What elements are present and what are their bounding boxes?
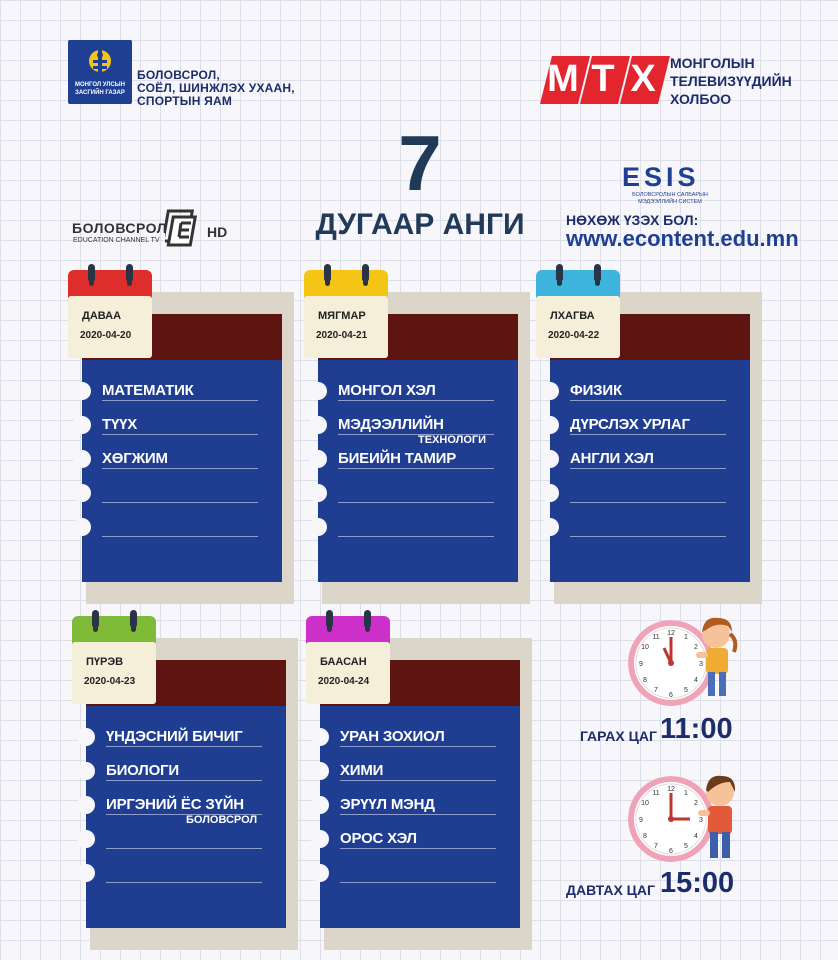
subject-item: МОНГОЛ ХЭЛ bbox=[338, 382, 436, 399]
ruled-line bbox=[338, 502, 494, 503]
binder-hole bbox=[311, 796, 329, 814]
subject-item: ДҮРСЛЭХ УРЛАГ bbox=[570, 416, 690, 433]
binder-ring-icon bbox=[326, 610, 333, 628]
ministry-name-line: СОЁЛ, ШИНЖЛЭХ УХААН, bbox=[137, 81, 295, 95]
ruled-line bbox=[570, 536, 726, 537]
binder-ring-icon bbox=[324, 264, 331, 282]
binder-hole bbox=[311, 864, 329, 882]
day-date: 2020-04-22 bbox=[548, 330, 600, 341]
svg-text:8: 8 bbox=[643, 833, 647, 840]
calendar-note bbox=[68, 296, 152, 358]
svg-text:7: 7 bbox=[654, 843, 658, 850]
subject-item: ИРГЭНИЙ ЁС ЗҮЙН bbox=[106, 796, 244, 813]
ruled-line bbox=[106, 882, 262, 883]
more-info-label: НӨХӨЖ ҮЗЭХ БОЛ: bbox=[566, 212, 699, 228]
subject-subline: ТЕХНОЛОГИ bbox=[418, 434, 487, 446]
ministry-name-line: БОЛОВСРОЛ, bbox=[137, 68, 220, 82]
subject-item: ХӨГЖИМ bbox=[102, 450, 168, 467]
mtx-name-line: ТЕЛЕВИЗҮҮДИЙН bbox=[670, 73, 792, 89]
day-date: 2020-04-23 bbox=[84, 676, 136, 687]
ruled-line bbox=[106, 848, 262, 849]
binder-ring-icon bbox=[88, 264, 95, 282]
esis-subtitle: БОЛОВСРОЛЫН САЛБАРЫН МЭДЭЭЛЛИЙН СИСТЕМ bbox=[632, 192, 708, 205]
svg-text:11: 11 bbox=[652, 790, 660, 797]
calendar-tab bbox=[72, 616, 156, 644]
ruled-line bbox=[102, 400, 258, 401]
calendar-note bbox=[536, 296, 620, 358]
ruled-line bbox=[340, 848, 496, 849]
subject-item: МАТЕМАТИК bbox=[102, 382, 194, 399]
binder-ring-icon bbox=[556, 264, 563, 282]
binder-hole bbox=[73, 450, 91, 468]
subject-subline: БОЛОВСРОЛ bbox=[186, 814, 258, 826]
svg-text:6: 6 bbox=[669, 692, 673, 699]
svg-text:10: 10 bbox=[641, 800, 649, 807]
grade-number: 7 bbox=[398, 119, 442, 207]
mtx-logo-letter: Х bbox=[630, 58, 656, 100]
ruled-line bbox=[340, 814, 496, 815]
girl-illustration-icon bbox=[694, 612, 744, 704]
ruled-line bbox=[106, 780, 262, 781]
subject-item: МЭДЭЭЛЛИЙН bbox=[338, 416, 444, 433]
svg-text:11: 11 bbox=[652, 634, 660, 641]
binder-hole bbox=[73, 416, 91, 434]
binder-hole bbox=[77, 762, 95, 780]
repeat-time-label: ДАВТАХ ЦАГ bbox=[566, 882, 655, 898]
ruled-line bbox=[340, 882, 496, 883]
binder-hole bbox=[309, 484, 327, 502]
day-date: 2020-04-21 bbox=[316, 330, 368, 341]
subject-item: ХИМИ bbox=[340, 762, 384, 779]
channel-subtitle: EDUCATION CHANNEL TV bbox=[73, 237, 160, 244]
mtx-logo-letter: М bbox=[547, 58, 579, 100]
ruled-line bbox=[570, 502, 726, 503]
ruled-line bbox=[340, 746, 496, 747]
subject-item: УРАН ЗОХИОЛ bbox=[340, 728, 445, 745]
svg-text:9: 9 bbox=[639, 817, 643, 824]
svg-text:2: 2 bbox=[694, 800, 698, 807]
binder-hole bbox=[311, 728, 329, 746]
binder-hole bbox=[309, 382, 327, 400]
econtent-link[interactable]: www.econtent.edu.mn bbox=[566, 226, 799, 251]
day-card bbox=[304, 268, 536, 588]
calendar-note bbox=[306, 642, 390, 704]
calendar-tab bbox=[68, 270, 152, 298]
mtx-name-line: ХОЛБОО bbox=[670, 91, 732, 107]
svg-text:4: 4 bbox=[694, 833, 698, 840]
svg-text:6: 6 bbox=[669, 848, 673, 855]
ruled-line bbox=[570, 468, 726, 469]
binder-hole bbox=[77, 728, 95, 746]
soyombo-emblem-icon bbox=[88, 46, 112, 76]
ruled-line bbox=[570, 434, 726, 435]
svg-text:3: 3 bbox=[699, 817, 703, 824]
svg-text:12: 12 bbox=[667, 786, 675, 793]
day-card bbox=[68, 268, 300, 588]
day-name: МЯГМАР bbox=[318, 310, 366, 322]
binder-hole bbox=[541, 450, 559, 468]
binder-ring-icon bbox=[130, 610, 137, 628]
subject-item: АНГЛИ ХЭЛ bbox=[570, 450, 654, 467]
binder-hole bbox=[73, 484, 91, 502]
day-name: ДАВАА bbox=[82, 310, 122, 322]
svg-text:9: 9 bbox=[639, 661, 643, 668]
live-time-value: 11:00 bbox=[660, 713, 733, 745]
subject-item: ТҮҮХ bbox=[102, 416, 138, 433]
subject-item: ҮНДЭСНИЙ БИЧИГ bbox=[106, 728, 243, 745]
calendar-tab bbox=[306, 616, 390, 644]
binder-hole bbox=[77, 864, 95, 882]
svg-text:5: 5 bbox=[684, 843, 688, 850]
svg-text:3: 3 bbox=[699, 661, 703, 668]
day-card bbox=[306, 614, 538, 934]
subject-item: ЭРҮҮЛ МЭНД bbox=[340, 796, 435, 813]
ruled-line bbox=[570, 400, 726, 401]
ruled-line bbox=[340, 780, 496, 781]
emblem-caption-line: ЗАСГИЙН ГАЗАР bbox=[75, 90, 125, 96]
ruled-line bbox=[102, 536, 258, 537]
binder-hole bbox=[309, 416, 327, 434]
binder-hole bbox=[73, 382, 91, 400]
day-name: БААСАН bbox=[320, 656, 367, 668]
esis-logo: ESIS bbox=[622, 162, 700, 192]
binder-hole bbox=[309, 450, 327, 468]
ruled-line bbox=[106, 746, 262, 747]
ruled-line bbox=[102, 434, 258, 435]
calendar-tab bbox=[304, 270, 388, 298]
svg-text:5: 5 bbox=[684, 687, 688, 694]
binder-ring-icon bbox=[126, 264, 133, 282]
binder-ring-icon bbox=[92, 610, 99, 628]
channel-name: БОЛОВСРОЛ bbox=[72, 220, 168, 236]
binder-hole bbox=[73, 518, 91, 536]
calendar-note bbox=[304, 296, 388, 358]
svg-text:4: 4 bbox=[694, 677, 698, 684]
svg-text:7: 7 bbox=[654, 687, 658, 694]
binder-hole bbox=[541, 382, 559, 400]
subject-item: ОРОС ХЭЛ bbox=[340, 830, 417, 847]
binder-hole bbox=[541, 484, 559, 502]
ruled-line bbox=[338, 400, 494, 401]
ministry-logo bbox=[68, 40, 132, 104]
svg-text:1: 1 bbox=[684, 634, 688, 641]
binder-hole bbox=[541, 518, 559, 536]
channel-hd: HD bbox=[207, 224, 228, 240]
day-date: 2020-04-24 bbox=[318, 676, 370, 687]
binder-hole bbox=[309, 518, 327, 536]
calendar-note bbox=[72, 642, 156, 704]
day-card bbox=[72, 614, 304, 934]
day-date: 2020-04-20 bbox=[80, 330, 132, 341]
ruled-line bbox=[102, 468, 258, 469]
repeat-time-value: 15:00 bbox=[660, 867, 735, 899]
binder-hole bbox=[77, 796, 95, 814]
svg-text:8: 8 bbox=[643, 677, 647, 684]
ministry-name-line: СПОРТЫН ЯАМ bbox=[137, 94, 233, 108]
binder-ring-icon bbox=[364, 610, 371, 628]
subject-item: БИЕИЙН ТАМИР bbox=[338, 450, 457, 467]
day-name: ПҮРЭВ bbox=[86, 656, 124, 668]
boy-illustration-icon bbox=[698, 770, 744, 866]
svg-text:1: 1 bbox=[684, 790, 688, 797]
live-time-label: ГАРАХ ЦАГ bbox=[580, 728, 657, 744]
binder-hole bbox=[311, 830, 329, 848]
mtx-name-line: МОНГОЛЫН bbox=[670, 55, 755, 71]
svg-text:2: 2 bbox=[694, 644, 698, 651]
binder-hole bbox=[541, 416, 559, 434]
svg-text:12: 12 bbox=[667, 630, 675, 637]
day-card bbox=[536, 268, 768, 588]
calendar-tab bbox=[536, 270, 620, 298]
day-name: ЛХАГВА bbox=[550, 310, 595, 322]
binder-ring-icon bbox=[594, 264, 601, 282]
svg-text:10: 10 bbox=[641, 644, 649, 651]
subject-item: ФИЗИК bbox=[570, 382, 622, 399]
ruled-line bbox=[102, 502, 258, 503]
emblem-caption-line: МОНГОЛ УЛСЫН bbox=[75, 82, 125, 88]
binder-hole bbox=[77, 830, 95, 848]
ruled-line bbox=[338, 536, 494, 537]
mtx-logo-letter: Т bbox=[591, 58, 615, 100]
education-channel-e-icon bbox=[165, 207, 205, 247]
subject-item: БИОЛОГИ bbox=[106, 762, 179, 779]
grade-label: ДУГААР АНГИ bbox=[315, 208, 525, 241]
binder-ring-icon bbox=[362, 264, 369, 282]
ruled-line bbox=[338, 468, 494, 469]
binder-hole bbox=[311, 762, 329, 780]
